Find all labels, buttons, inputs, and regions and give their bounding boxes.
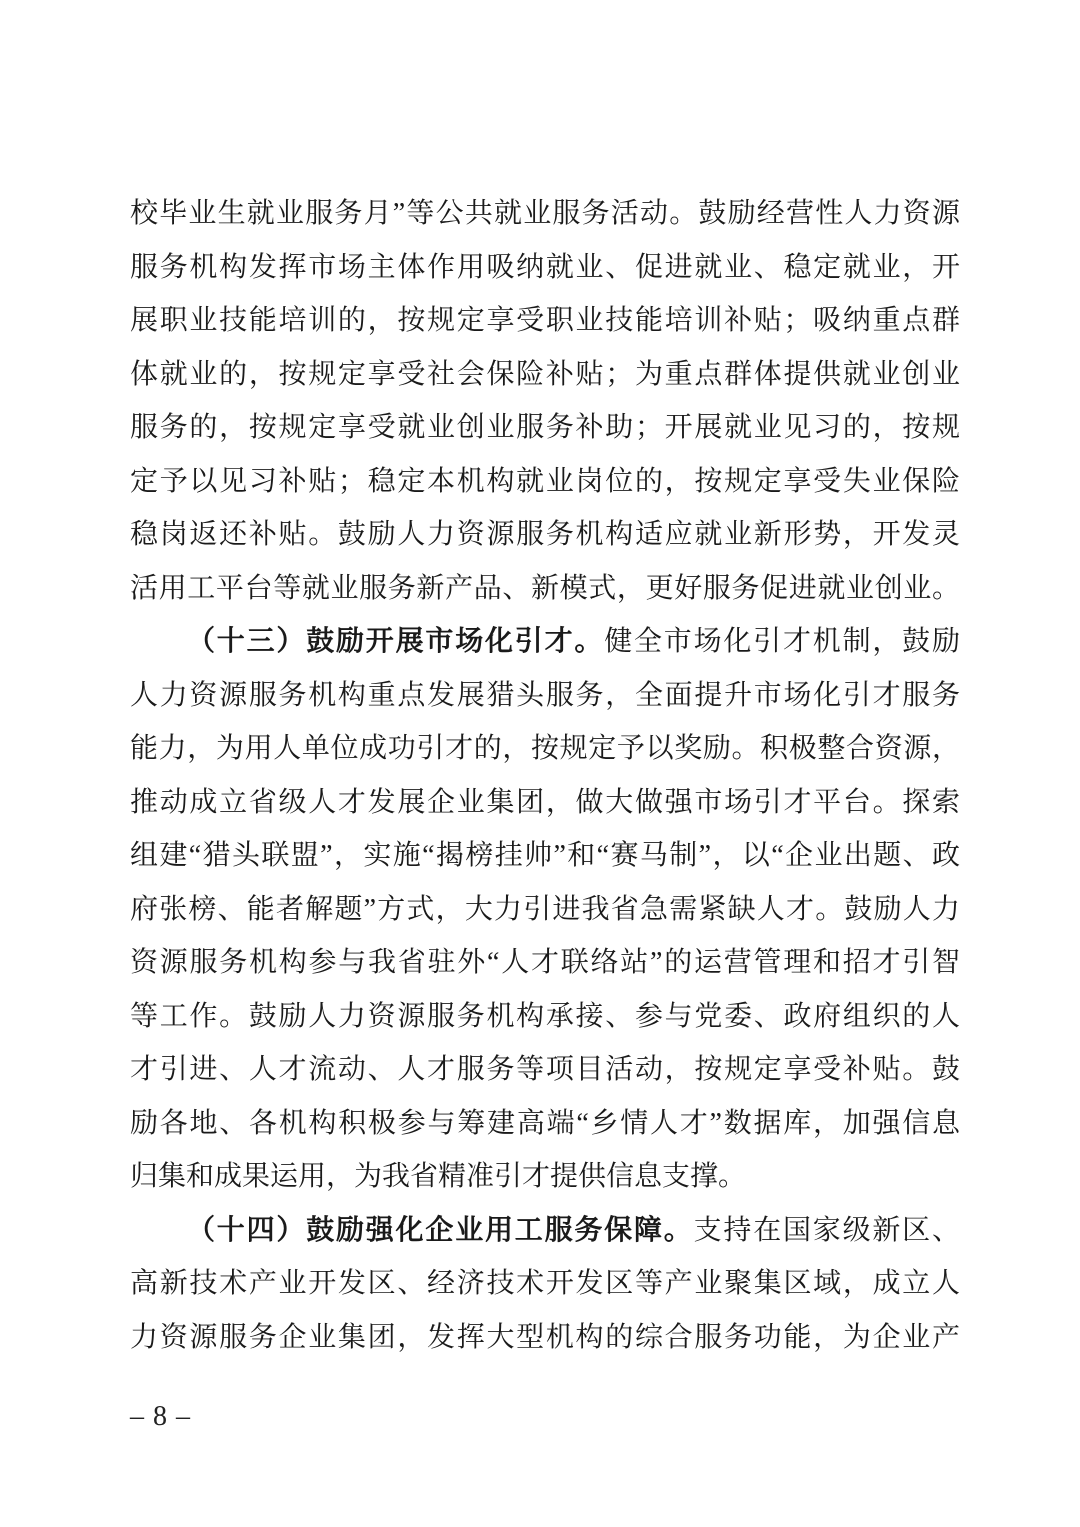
- line-text: 组建“猎头联盟”，实施“揭榜挂帅”和“赛马制”，以“企业出题、政: [130, 840, 960, 871]
- text-line: [130, 348, 960, 402]
- text-line: [130, 455, 960, 509]
- line-text: 推动成立省级人才发展企业集团，做大做强市场引才平台。探索: [130, 786, 960, 818]
- line-text: 服务的，按规定享受就业创业服务补助；开展就业见习的，按规: [130, 412, 960, 443]
- line-text: 人力资源服务机构重点发展猎头服务，全面提升市场化引才服务: [130, 679, 960, 711]
- line-text: 能力，为用人单位成功引才的，按规定予以奖励。积极整合资源，: [130, 733, 960, 764]
- text-line: [130, 401, 960, 455]
- section-heading: （十三）鼓励开展市场化引才。: [187, 626, 605, 657]
- text-line: [130, 615, 960, 669]
- text-line: [130, 1257, 960, 1311]
- line-text: 校毕业生就业服务月”等公共就业服务活动。鼓励经营性人力资源: [130, 198, 960, 229]
- text-line: [130, 1204, 960, 1258]
- text-line: [130, 776, 960, 830]
- text-line: [130, 990, 960, 1044]
- text-line: [130, 562, 960, 616]
- text-line: [130, 1311, 960, 1365]
- text-line: [130, 241, 960, 295]
- text-line: [130, 294, 960, 348]
- text-line: [130, 187, 960, 241]
- text-line: [130, 936, 960, 990]
- page-number: – 8 –: [130, 1401, 191, 1432]
- line-text: 府张榜、能者解题”方式，大力引进我省急需紧缺人才。鼓励人力: [130, 893, 960, 925]
- line-text: 支持在国家级新区、: [693, 1214, 960, 1246]
- line-text: 活用工平台等就业服务新产品、新模式，更好服务促进就业创业。: [130, 572, 960, 604]
- line-text: 健全市场化引才机制，鼓励: [604, 626, 960, 657]
- text-line: [130, 508, 960, 562]
- text-line: [130, 722, 960, 776]
- line-text: 定予以见习补贴；稳定本机构就业岗位的，按规定享受失业保险: [130, 465, 960, 497]
- text-line: [130, 883, 960, 937]
- line-text: 展职业技能培训的，按规定享受职业技能培训补贴；吸纳重点群: [130, 305, 960, 336]
- line-text: 稳岗返还补贴。鼓励人力资源服务机构适应就业新形势，开发灵: [130, 519, 960, 550]
- line-text: 才引进、人才流动、人才服务等项目活动，按规定享受补贴。鼓: [130, 1054, 960, 1085]
- section-heading: （十四）鼓励强化企业用工服务保障。: [187, 1214, 694, 1246]
- line-text: 高新技术产业开发区、经济技术开发区等产业聚集区域，成立人: [130, 1268, 960, 1299]
- line-text: 资源服务机构参与我省驻外“人才联络站”的运营管理和招才引智: [130, 947, 960, 978]
- line-text: 归集和成果运用，为我省精准引才提供信息支撑。: [130, 1161, 747, 1192]
- line-text: 体就业的，按规定享受社会保险补贴；为重点群体提供就业创业: [130, 358, 960, 390]
- text-line: [130, 1043, 960, 1097]
- line-text: 力资源服务企业集团，发挥大型机构的综合服务功能，为企业产: [130, 1321, 960, 1353]
- line-text: 等工作。鼓励人力资源服务机构承接、参与党委、政府组织的人: [130, 1000, 960, 1032]
- body-text: [130, 187, 960, 1364]
- line-text: 励各地、各机构积极参与筹建高端“乡情人才”数据库，加强信息: [130, 1107, 960, 1139]
- text-line: [130, 1097, 960, 1151]
- text-line: [130, 669, 960, 723]
- text-line: [130, 1150, 960, 1204]
- text-line: [130, 829, 960, 883]
- line-text: 服务机构发挥市场主体作用吸纳就业、促进就业、稳定就业，开: [130, 251, 960, 283]
